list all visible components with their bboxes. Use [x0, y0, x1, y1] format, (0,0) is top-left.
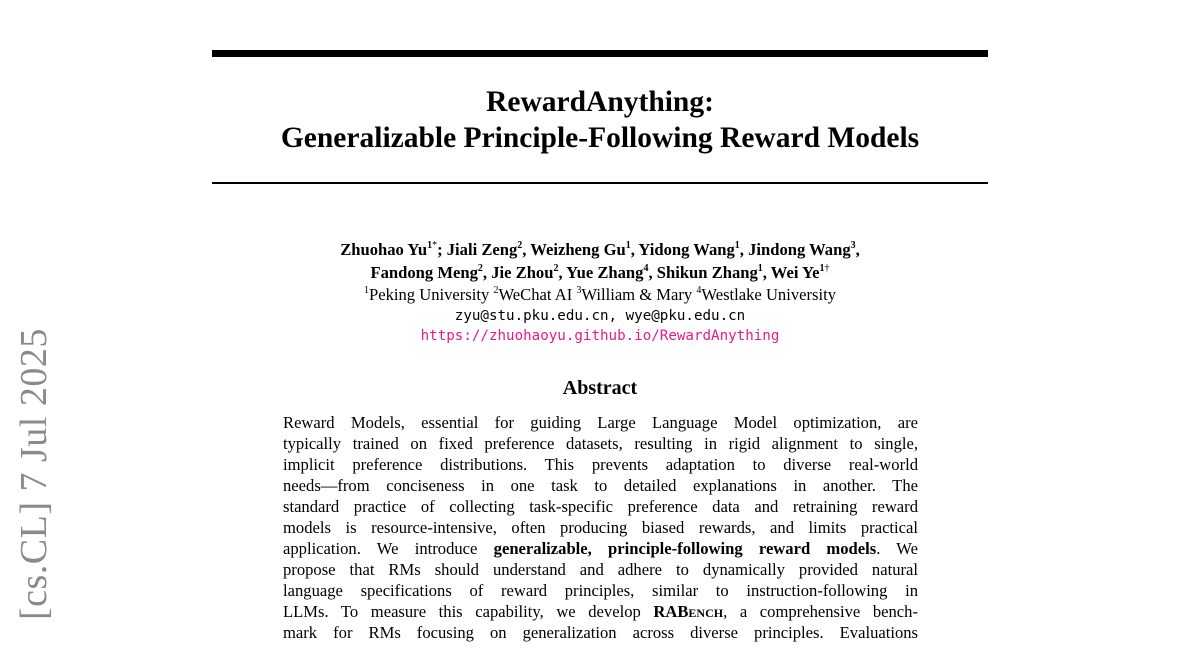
- arxiv-sidebar-stamp: [cs.CL] 7 Jul 2025: [13, 328, 55, 620]
- title-line-2: Generalizable Principle-Following Reward Models: [280, 122, 920, 154]
- affiliations: [212, 283, 988, 306]
- abstract-line: models is resource-intensive, often producing biased rewards, and limits practical: [283, 518, 918, 537]
- author-affiliation-sup: 1: [427, 240, 433, 251]
- abstract-text: LLMs. To measure this capability, we develop: [283, 602, 654, 621]
- author-affiliation-sup: 4: [643, 263, 649, 274]
- affiliation-name: WeChat AI: [498, 285, 577, 304]
- affiliation-name: Westlake University: [701, 285, 836, 304]
- author-affiliation-sup: 2: [553, 263, 559, 274]
- author-affiliation-sup: 1: [734, 240, 740, 251]
- author-separator: ,: [630, 240, 639, 259]
- abstract-heading: Abstract: [562, 377, 638, 399]
- paper-title: [212, 84, 988, 156]
- corresponding-mark: *: [432, 240, 438, 251]
- abstract-line: [283, 601, 918, 622]
- author-separator: ,: [855, 240, 860, 259]
- author-separator: ,: [522, 240, 531, 259]
- title-top-rule: [212, 50, 988, 57]
- author-name: Weizheng Gu: [530, 240, 626, 259]
- abstract-line: typically trained on fixed preference datasets, resulting in rigid alignment to single,: [283, 434, 918, 453]
- author-separator: ,: [558, 263, 567, 282]
- author-separator: ;: [437, 240, 447, 259]
- affiliation-sup: 2: [493, 285, 499, 296]
- author-list: [212, 238, 988, 284]
- abstract-line: needs—from conciseness in one task to detailed explanations in another. The: [283, 476, 918, 495]
- author-separator: ,: [648, 263, 657, 282]
- author-affiliation-sup: 2: [517, 240, 523, 251]
- author-separator: ,: [739, 240, 749, 259]
- abstract-emphasis: generalizable, principle-following reward models: [493, 539, 877, 558]
- author-line-1: [212, 238, 988, 261]
- affiliation-name: William & Mary: [581, 285, 697, 304]
- author-name: Fandong Meng: [370, 263, 478, 282]
- author-affiliation-sup: 1: [819, 263, 825, 274]
- corresponding-mark: †: [824, 263, 830, 274]
- author-name: Yue Zhang: [566, 263, 644, 282]
- author-line-2: [212, 261, 988, 284]
- author-affiliation-sup: 3: [850, 240, 856, 251]
- affiliation-sup: 4: [696, 285, 702, 296]
- abstract-line: implicit preference distributions. This prevents adaptation to diverse real-world: [283, 455, 918, 474]
- author-name: Jie Zhou: [491, 263, 554, 282]
- author-name: Zhuohao Yu: [340, 240, 428, 259]
- project-url-link[interactable]: https://zhuohaoyu.github.io/RewardAnything: [420, 328, 780, 344]
- author-emails: zyu@stu.pku.edu.cn, wye@pku.edu.cn: [454, 308, 746, 324]
- abstract-line: mark for RMs focusing on generalization across diverse principles. Evaluations: [283, 623, 918, 642]
- title-bottom-rule: [212, 182, 988, 184]
- author-affiliation-sup: 1: [757, 263, 763, 274]
- author-separator: ,: [762, 263, 771, 282]
- abstract-line: Reward Models, essential for guiding Large Language Model optimization, are: [283, 413, 918, 432]
- abstract-body: [283, 412, 918, 643]
- author-name: Wei Ye: [770, 263, 820, 282]
- abstract-line: [283, 538, 918, 559]
- abstract-text: application. We introduce: [283, 539, 494, 558]
- benchmark-name: RABench: [653, 602, 724, 621]
- abstract-line: standard practice of collecting task-specific preference data and retraining reward: [283, 497, 918, 516]
- author-name: Jindong Wang: [748, 240, 851, 259]
- affiliation-sup: 3: [576, 285, 582, 296]
- affiliation-sup: 1: [363, 285, 369, 296]
- author-name: Jiali Zeng: [446, 240, 518, 259]
- title-line-1: RewardAnything:: [486, 86, 714, 118]
- abstract-line: language specifications of reward principles, similar to instruction-following in: [283, 581, 918, 600]
- author-affiliation-sup: 1: [625, 240, 631, 251]
- author-name: Shikun Zhang: [656, 263, 758, 282]
- abstract-text: , a comprehensive bench-: [723, 602, 918, 621]
- abstract-text: . We: [876, 539, 919, 558]
- author-separator: ,: [482, 263, 492, 282]
- author-name: Yidong Wang: [638, 240, 735, 259]
- affiliation-name: Peking University: [368, 285, 494, 304]
- abstract-line: propose that RMs should understand and adhere to dynamically provided natural: [283, 560, 918, 579]
- author-affiliation-sup: 2: [477, 263, 483, 274]
